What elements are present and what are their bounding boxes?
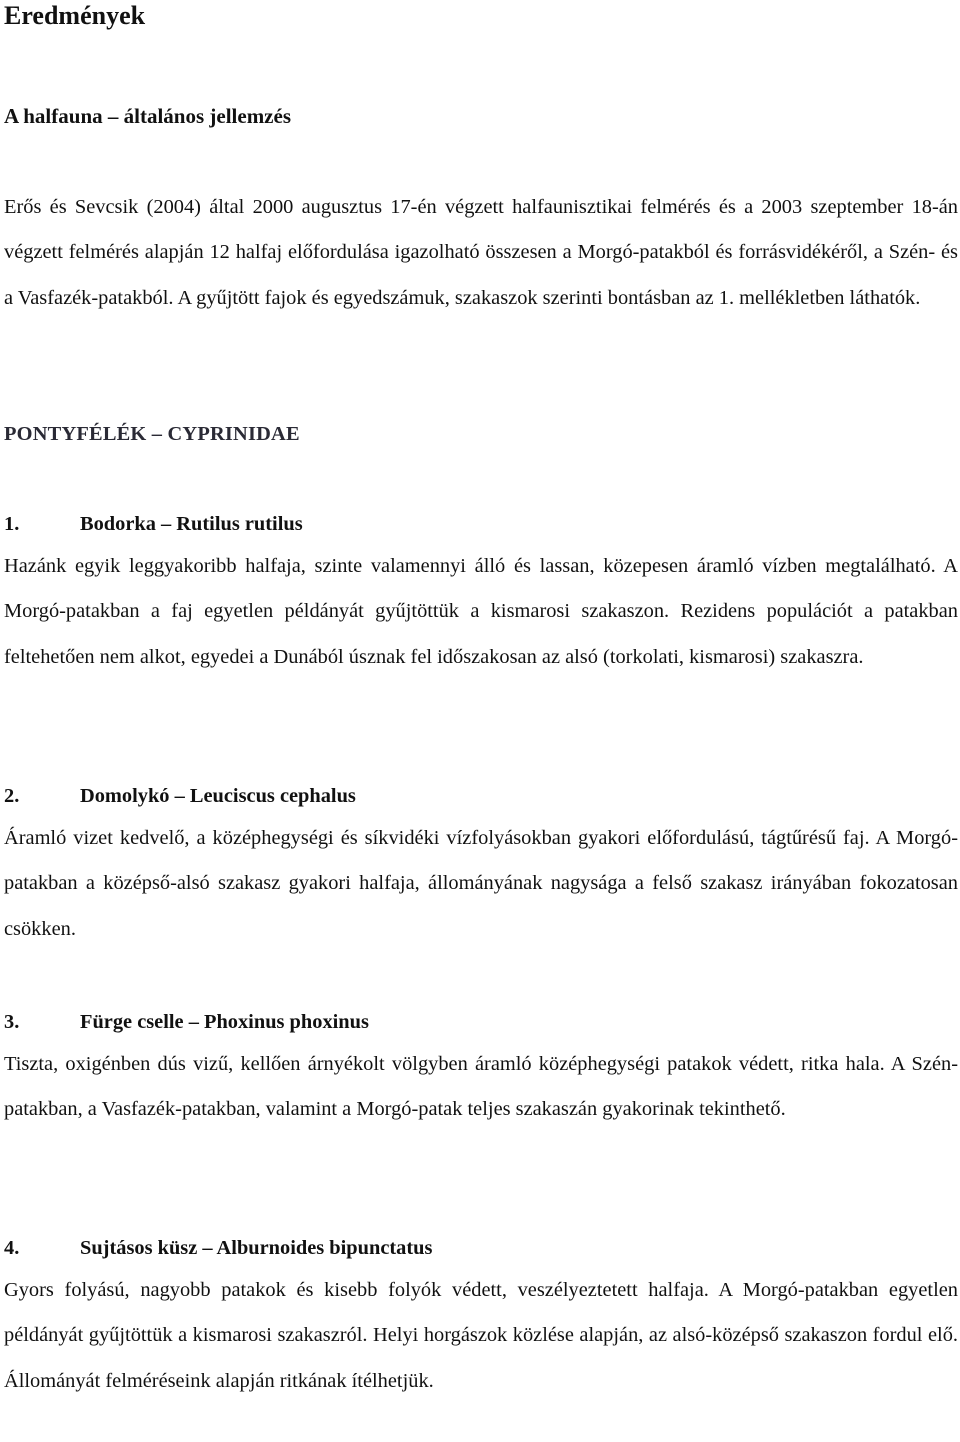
- species-heading-2: [4, 783, 958, 809]
- species-heading-1: [4, 511, 958, 537]
- species-number: 3.: [4, 1011, 20, 1033]
- species-heading-3: [4, 1009, 958, 1035]
- species-heading-4: [4, 1235, 958, 1261]
- species-number: 1.: [4, 513, 20, 535]
- intro-paragraph: Erős és Sevcsik (2004) által 2000 augusztus 17-én végzett halfaunisztikai felmérés és a 2003 szeptember 18-án végzett felmérés alapján 12 halfaj előfordulása igazolható összesen a Morgó-patakból és forrásvidékéről, a Szén- és a Vasfazék-patakból. A gyűjtött fajok és egyedszámuk, szakaszok szerinti bontásban az 1. mellékletben láthatók.: [4, 196, 958, 309]
- species-name: Bodorka – Rutilus rutilus: [80, 513, 303, 535]
- species-number: 4.: [4, 1237, 20, 1259]
- species-description-3: Tiszta, oxigénben dús vizű, kellően árnyékolt völgyben áramló középhegységi patakok védett, ritka hala. A Szén-patakban, a Vasfazék-patakban, valamint a Morgó-patak teljes szakaszán gyakorinak tekinthető.: [4, 1053, 958, 1121]
- species-name: Fürge cselle – Phoxinus phoxinus: [80, 1011, 369, 1033]
- species-description-2: Áramló vizet kedvelő, a középhegységi és síkvidéki vízfolyásokban gyakori előfordulású, tágtűrésű faj. A Morgó-patakban a középső-alsó szakasz gyakori halfaja, állományának nagysága a felső szakasz irányában fokozatosan csökken.: [4, 827, 958, 940]
- species-name: Domolykó – Leuciscus cephalus: [80, 785, 356, 807]
- species-number: 2.: [4, 785, 20, 807]
- page-title: Eredmények: [4, 1, 146, 30]
- family-heading: PONTYFÉLÉK – CYPRINIDAE: [4, 423, 300, 445]
- species-description-4: Gyors folyású, nagyobb patakok és kisebb folyók védett, veszélyeztetett halfaja. A Morgó-patakban egyetlen példányát gyűjtöttük a kismarosi szakaszról. Helyi horgászok közlése alapján, az alsó-középső szakaszon fordul elő. Állományát felméréseink alapján ritkának ítélhetjük.: [4, 1279, 958, 1392]
- species-description-1: Hazánk egyik leggyakoribb halfaja, szinte valamennyi álló és lassan, közepesen áramló vízben megtalálható. A Morgó-patakban a faj egyetlen példányát gyűjtöttük a kismarosi szakaszon. Rezidens populációt a patakban feltehetően nem alkot, egyedei a Dunából úsznak fel időszakosan az alsó (torkolati, kismarosi) szakaszra.: [4, 555, 958, 668]
- section-heading: A halfauna – általános jellemzés: [4, 104, 291, 128]
- species-name: Sujtásos küsz – Alburnoides bipunctatus: [80, 1237, 433, 1259]
